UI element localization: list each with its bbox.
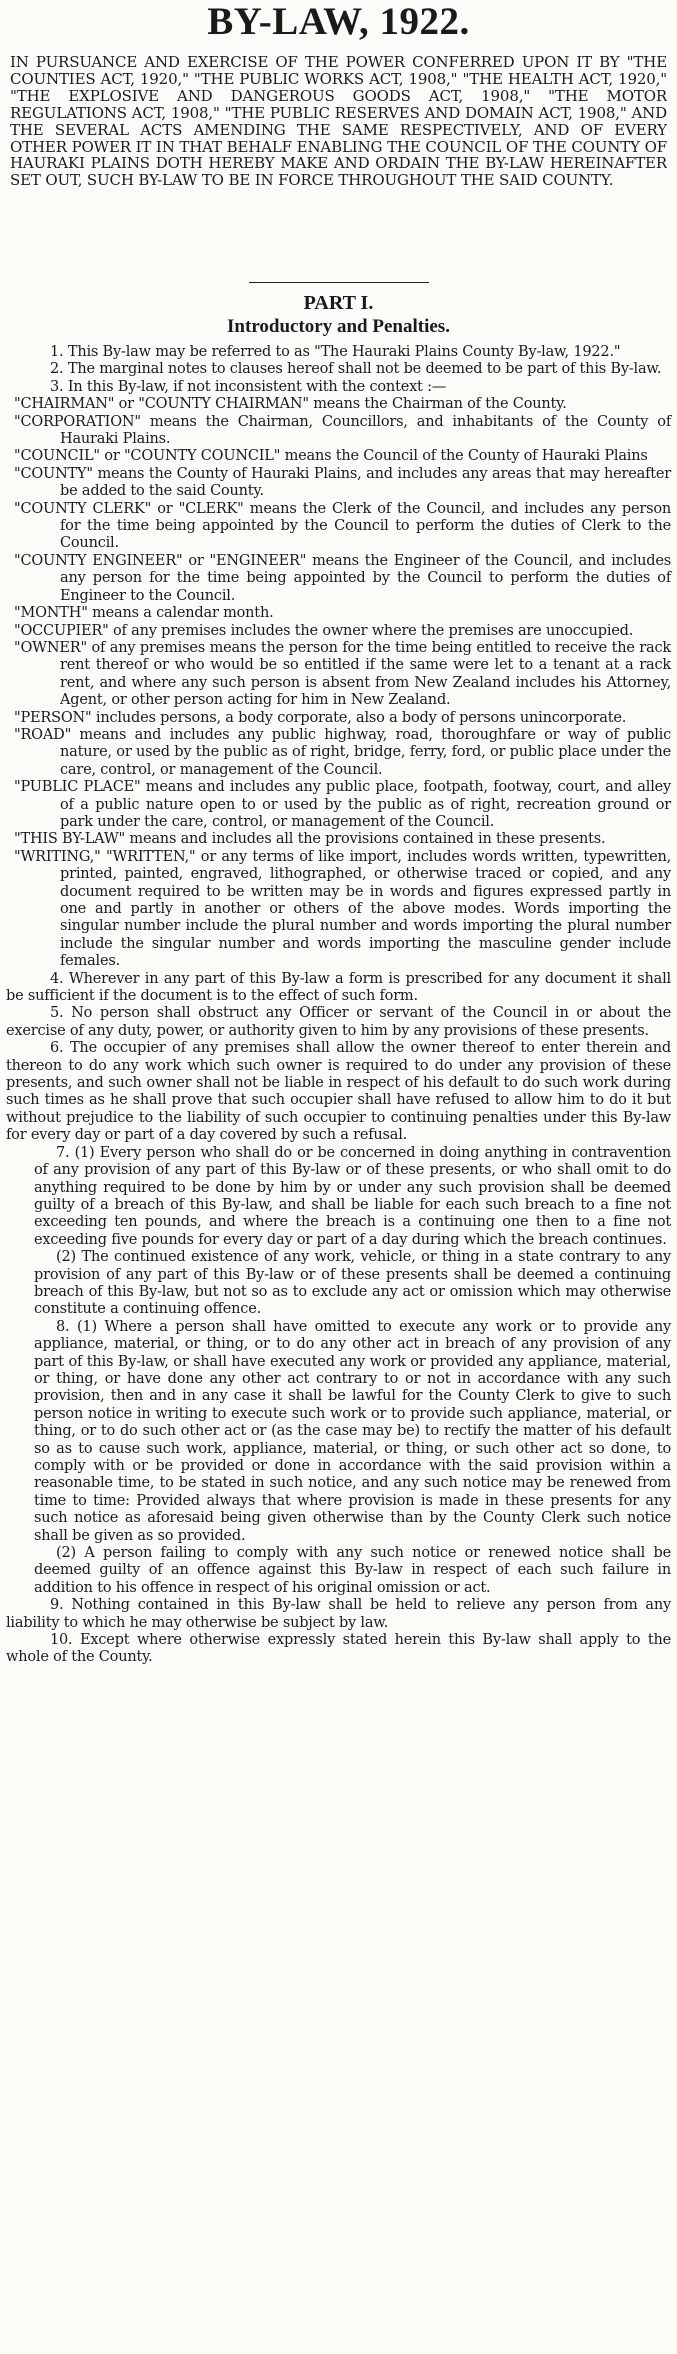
definition-county-clerk: "COUNTY CLERK" or "CLERK" means the Clerk of the Council, and includes any person for the time being appointed by the Council to perform the duties of Clerk to the Council. (14, 500, 671, 552)
definition-county: "COUNTY" means the County of Hauraki Plains, and includes any areas that may hereafter be added to the said County. (14, 465, 671, 500)
clause-7-2: (2) The continued existence of any work, vehicle, or thing in a state contrary to any provision of any part of this By-law or of these presents shall be deemed a continuing breach of this By-law, but not so as to exclude any act or omission which may otherwise constitute a continuing offence. (34, 1249, 671, 1318)
section-divider (249, 282, 429, 283)
definition-road: "ROAD" means and includes any public highway, road, thoroughfare or way of public nature, or used by the public as of right, bridge, ferry, ford, or public place under the care, control, or management of the Council. (14, 726, 671, 778)
definition-this-by-law: "THIS BY-LAW" means and includes all the provisions contained in these presents. (14, 831, 606, 848)
part-title: PART I. (303, 292, 374, 314)
definition-public-place: "PUBLIC PLACE" means and includes any public place, footpath, footway, court, and alley of a public nature open to or used by the public as of right, recreation ground or park under the care, control, or management of the Council. (14, 779, 671, 830)
definition-writing: "WRITING," "WRITTEN," or any terms of like import, includes words written, typewritten, printed, painted, engraved, lithographed, or otherwise traced or copied, and any document required to be written may be in words and figures expressed partly in one and partly in another or others of the above modes. Words importing the singular number include the plural number and words importing the plural number include the singular number and words importing the masculine gender include females. (14, 848, 671, 970)
clauses-body (6, 344, 671, 1667)
clause-1: 1. This By-law may be referred to as "The Hauraki Plains County By-law, 1922." (50, 344, 621, 360)
clause-8-2: (2) A person failing to comply with any such notice or renewed notice shall be deemed guilty of an offence against this By-law in respect of each such failure in addition to his offence in respect of his original omission or act. (34, 1545, 671, 1596)
definition-county-engineer: "COUNTY ENGINEER" or "ENGINEER" means the Engineer of the Council, and includes any person for the time being appointed by the Council to perform the duties of Engineer to the Council. (14, 552, 671, 604)
clause-7-1: 7. (1) Every person who shall do or be concerned in doing anything in contravention of any provision of any part of this By-law or of these presents, or who shall omit to do anything required to be done by him by or under any such provision shall be deemed guilty of a breach of this By-law, and shall be liable for each such breach to a fine not exceeding ten pounds, and where the breach is a continuing one then to a fine not exceeding five pounds for every day or part of a day during which the breach continues. (34, 1144, 671, 1248)
definition-council: "COUNCIL" or "COUNTY COUNCIL" means the Council of the County of Hauraki Plains (14, 448, 648, 465)
clause-10: 10. Except where otherwise expressly stated herein this By-law shall apply to the whole of the County. (6, 1632, 671, 1666)
definition-chairman: "CHAIRMAN" or "COUNTY CHAIRMAN" means the Chairman of the County. (14, 396, 567, 413)
clause-2: 2. The marginal notes to clauses hereof shall not be deemed to be part of this By-law. (50, 361, 662, 378)
definition-owner: "OWNER" of any premises means the person for the time being entitled to receive the rack rent thereof or who would be so entitled if the same were let to a tenant at a rack rent, and where any such person is absent from New Zealand includes his Attorney, Agent, or other person acting for him in New Zealand. (14, 639, 671, 709)
definition-corporation: "CORPORATION" means the Chairman, Councillors, and inhabitants of the County of Hauraki Plains. (14, 413, 671, 448)
definition-person: "PERSON" includes persons, a body corporate, also a body of persons unincorporate. (14, 709, 627, 726)
definition-occupier: "OCCUPIER" of any premises includes the owner where the premises are unoccupied. (14, 622, 634, 639)
clause-5: 5. No person shall obstruct any Officer or servant of the Council in or about the exercise of any duty, power, or authority given to him by any provisions of these presents. (6, 1005, 671, 1039)
clause-8-1: 8. (1) Where a person shall have omitted to execute any work or to provide any appliance, material, or thing, or to do any other act in breach of any provision of any part of this By-law, or shall have executed any work or provided any appliance, material, or thing, or have done any other act contrary to or not in accordance with any such provision, then and in any case it shall be lawful for the County Clerk to give to such person notice in writing to execute such work or to provide such appliance, material, or thing, or to do such other act or (as the case may be) to rectify the matter of his default so as to cause such work, appliance, material, or thing, or such other act so done, to comply with or be provided or done in accordance with the said provision within a reasonable time, to be stated in such notice, and any such notice may be renewed from time to time: Provided always that where provision is made in these presents for any such notice as aforesaid being given otherwise than by the County Clerk such notice shall be given as so provided. (34, 1318, 671, 1544)
clause-6: 6. The occupier of any premises shall allow the owner thereof to enter therein and thereon to do any work which such owner is required to do under any provision of these presents, and such owner shall not be liable in respect of his default to do such work during such times as he shall prove that such occupier shall have refused to allow him to do it but without prejudice to the liability of such occupier to continuing penalties under this By-law for every day or part of a day covered by such a refusal. (6, 1040, 671, 1144)
preamble: IN PURSUANCE AND EXERCISE OF THE POWER CONFERRED UPON IT BY "THE COUNTIES ACT, 1920," "THE PUBLIC WORKS ACT, 1908," "THE HEALTH ACT, 1920," "THE EXPLOSIVE AND DANGEROUS GOODS ACT, 1908," "THE MOTOR REGULATIONS ACT, 1908," "THE PUBLIC RESERVES AND DOMAIN ACT, 1908," AND THE SEVERAL ACTS AMENDING THE SAME RESPECTIVELY, AND OF EVERY OTHER POWER IT IN THAT BEHALF ENABLING THE COUNCIL OF THE COUNTY OF HAURAKI PLAINS DOTH HEREBY MAKE AND ORDAIN THE BY-LAW HEREINAFTER SET OUT, SUCH BY-LAW TO BE IN FORCE THROUGHOUT THE SAID COUNTY. (10, 54, 667, 190)
part-subtitle: Introductory and Penalties. (227, 316, 450, 337)
clause-9: 9. Nothing contained in this By-law shall be held to relieve any person from any liability to which he may otherwise be subject by law. (6, 1597, 671, 1631)
clause-3: 3. In this By-law, if not inconsistent with the context :— (50, 378, 447, 395)
definition-month: "MONTH" means a calendar month. (14, 605, 274, 622)
page-title: BY-LAW, 1922. (207, 0, 470, 43)
clause-4: 4. Wherever in any part of this By-law a form is prescribed for any document it shall be sufficient if the document is to the effect of such form. (6, 970, 671, 1005)
